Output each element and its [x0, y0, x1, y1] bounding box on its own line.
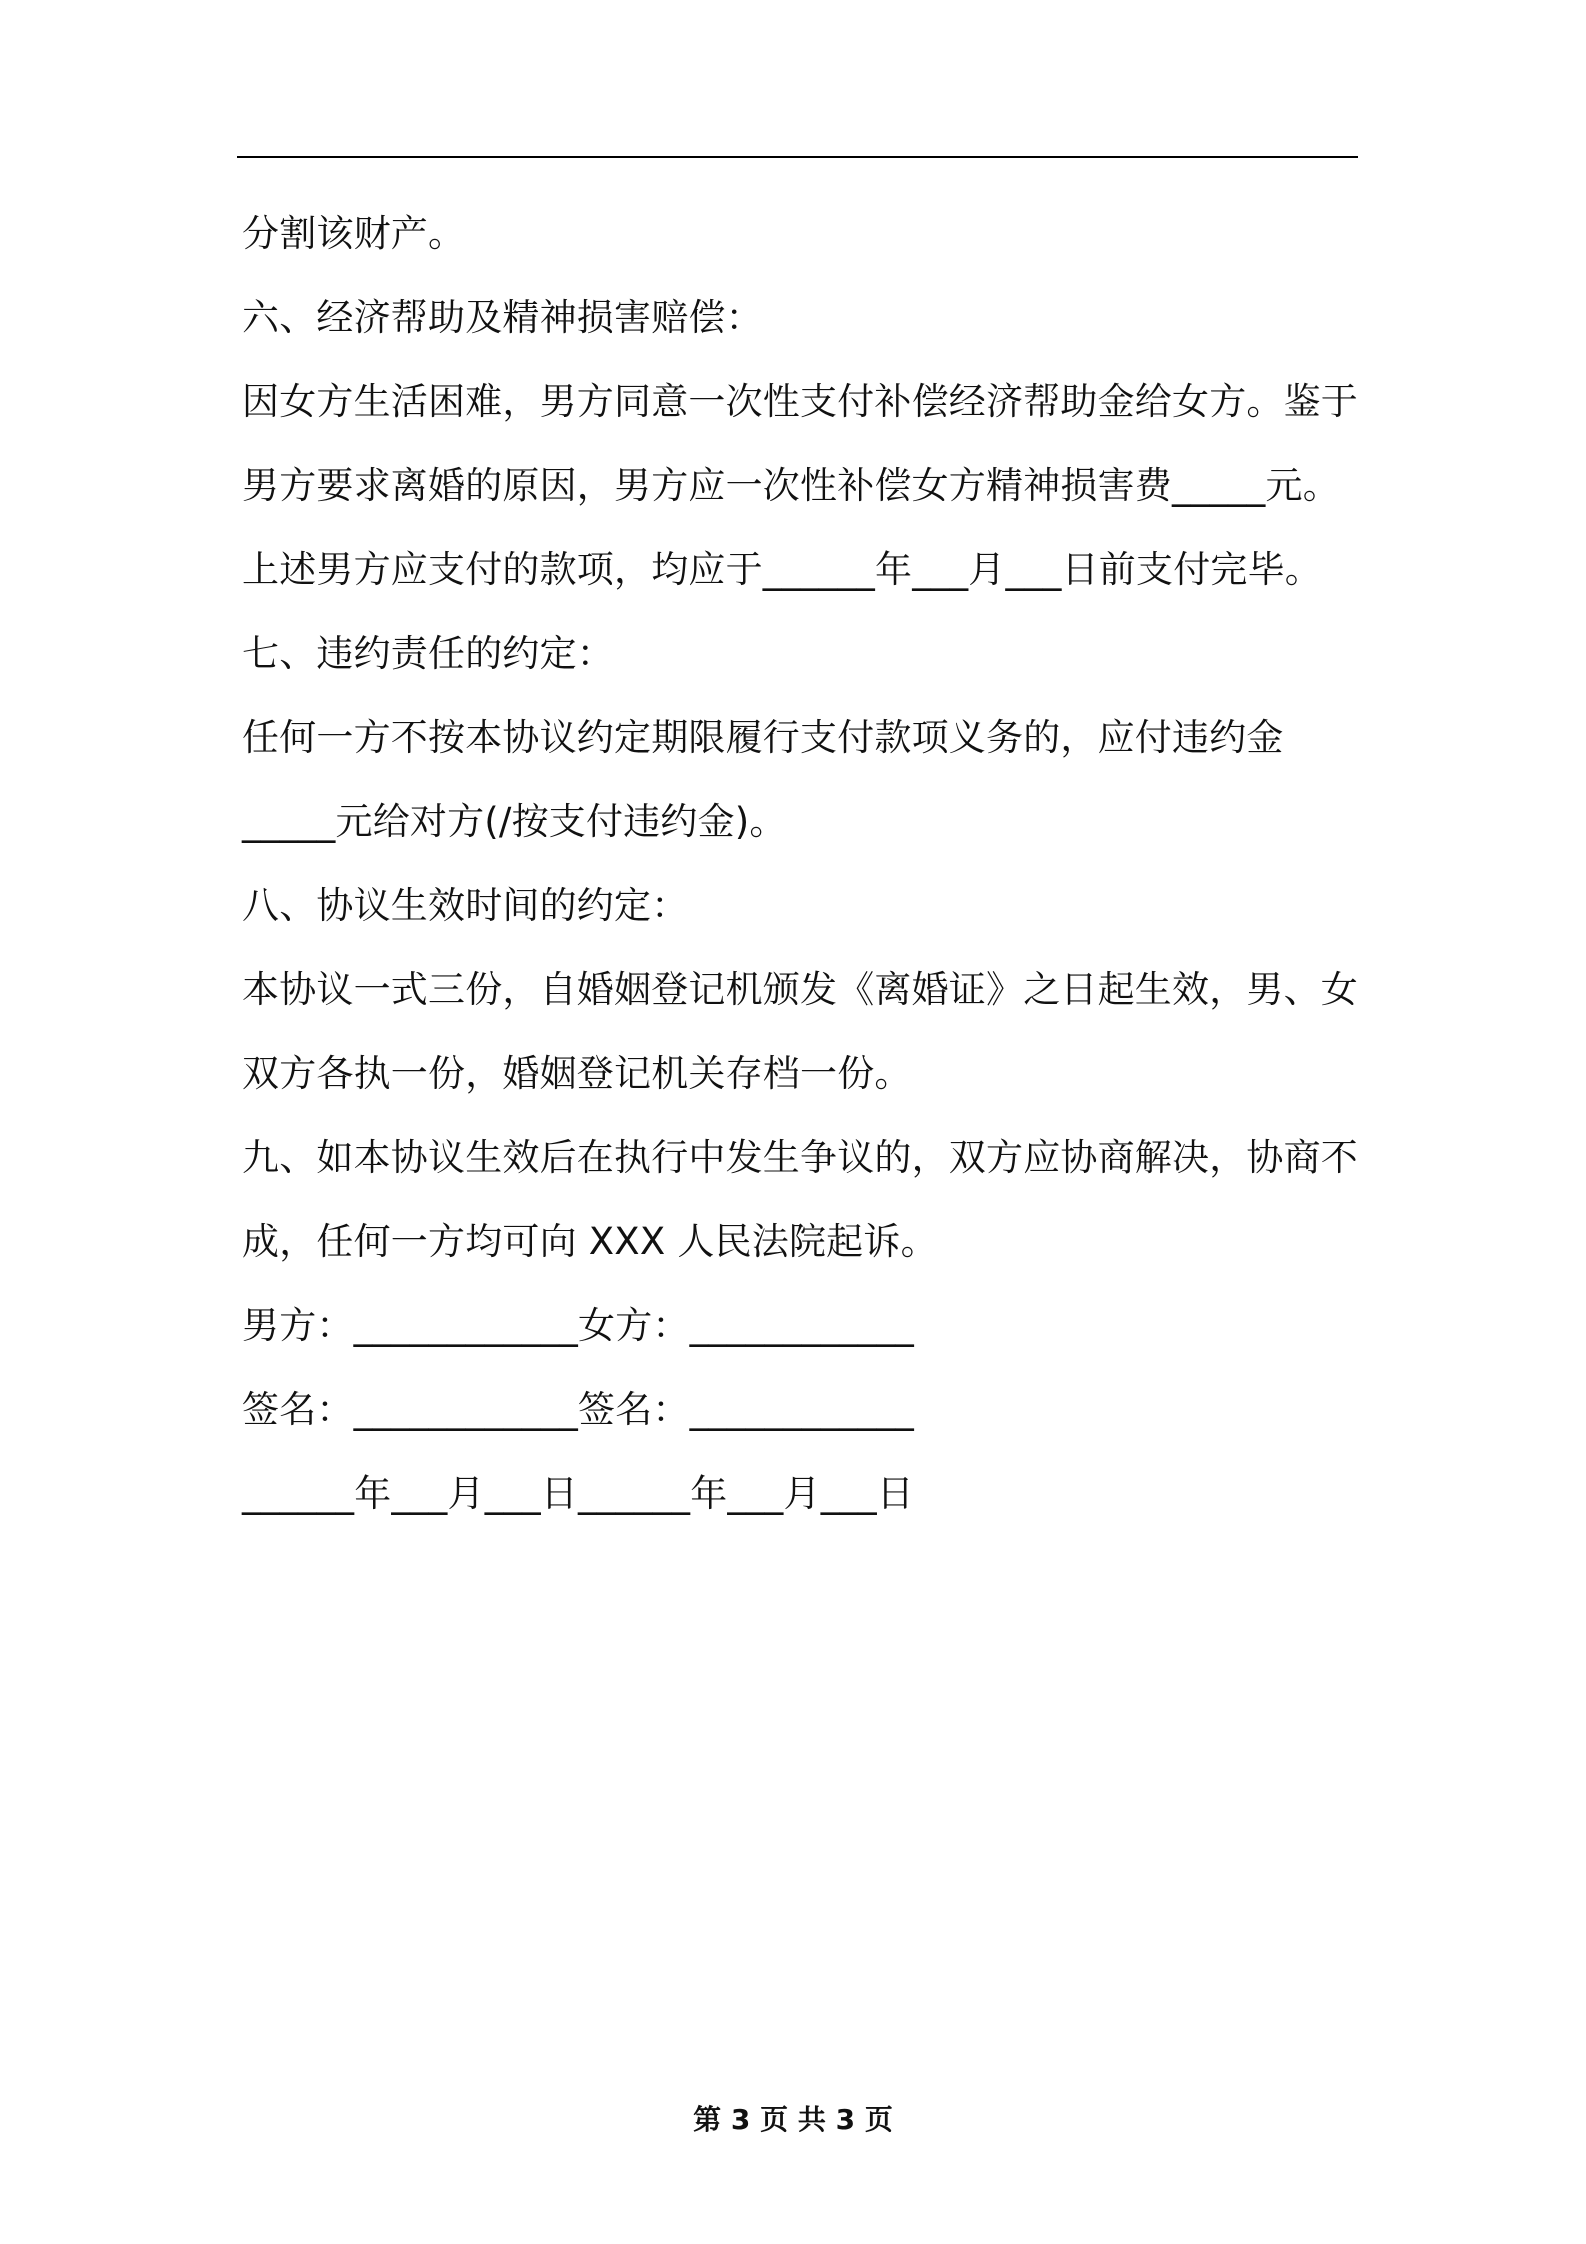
section-heading-economic-help: 六、经济帮助及精神损害赔偿： — [242, 296, 763, 339]
section-heading-breach-liability: 七、违约责任的约定： — [242, 632, 614, 675]
text-line: 双方各执一份，婚姻登记机关存档一份。 — [242, 1052, 912, 1095]
signature-names-line: 签名：____________签名：____________ — [242, 1388, 914, 1431]
signature-dates-line: ______年___月___日______年___月___日 — [242, 1472, 914, 1515]
section-heading-dispute: 九、如本协议生效后在执行中发生争议的，双方应协商解决，协商不 — [242, 1136, 1358, 1179]
text-line: 成，任何一方均可向 XXX 人民法院起诉。 — [242, 1220, 938, 1263]
section-heading-effective-time: 八、协议生效时间的约定： — [242, 884, 689, 927]
signature-parties-line: 男方：____________女方：____________ — [242, 1304, 914, 1347]
text-line: 男方要求离婚的原因，男方应一次性补偿女方精神损害费_____元。 — [242, 464, 1340, 507]
text-line: 本协议一式三份，自婚姻登记机颁发《离婚证》之日起生效，男、女 — [242, 968, 1358, 1011]
header-rule — [237, 156, 1358, 158]
text-line: _____元给对方(/按支付违约金)。 — [242, 800, 787, 843]
text-line: 上述男方应支付的款项，均应于______年___月___日前支付完毕。 — [242, 548, 1322, 591]
text-line-property-division: 分割该财产。 — [242, 212, 466, 255]
text-line: 任何一方不按本协议约定期限履行支付款项义务的，应付违约金 — [242, 716, 1284, 759]
page-indicator: 第 3 页 共 3 页 — [693, 2103, 893, 2136]
text-line: 因女方生活困难，男方同意一次性支付补偿经济帮助金给女方。鉴于 — [242, 380, 1358, 423]
document-body — [242, 192, 1360, 1536]
